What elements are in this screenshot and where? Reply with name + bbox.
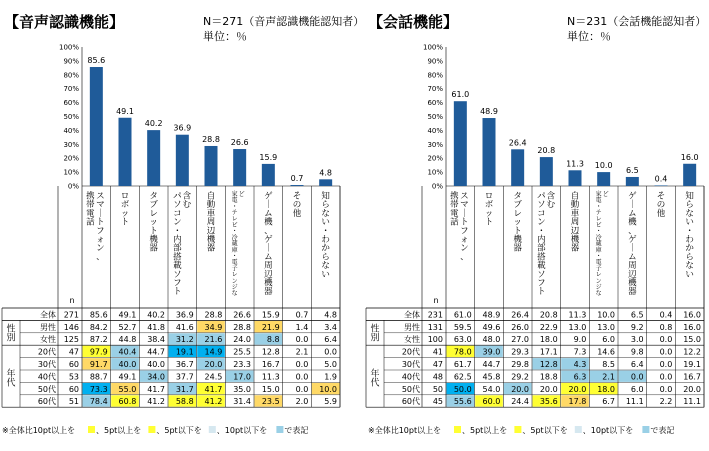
table-cell: 20.0 [539, 384, 558, 394]
chart-title: 【音声認識機能】 [4, 13, 125, 31]
row-label: 全体 [40, 310, 56, 320]
table-cell: 20.0 [683, 384, 701, 394]
n-cell: 53 [68, 372, 79, 382]
table-cell: 48.9 [482, 310, 501, 320]
table-cell: 61.7 [453, 360, 472, 369]
table-cell: 22.9 [539, 322, 558, 332]
n-cell: 60 [68, 360, 79, 369]
n-cell: 41 [432, 347, 443, 357]
table-cell: 3.4 [324, 322, 337, 332]
table-cell: 16.0 [683, 322, 701, 332]
n-cell: 125 [63, 335, 79, 345]
table-cell: 41.7 [204, 384, 223, 394]
category-label: 知らない・わからない [685, 191, 694, 280]
y-tick-label: 60% [427, 99, 443, 108]
table-cell: 36.7 [175, 360, 194, 369]
data-label: 28.8 [202, 134, 220, 144]
table-cell: 88.7 [89, 372, 108, 382]
table-cell: 36.9 [175, 310, 194, 320]
table-cell: 16.0 [683, 310, 701, 320]
table-cell: 11.1 [683, 397, 701, 407]
bar [205, 146, 218, 186]
table-cell: 15.0 [261, 384, 280, 394]
table-cell: 6.3 [573, 372, 587, 382]
table-cell: 19.1 [175, 347, 194, 357]
n-cell: 47 [68, 347, 79, 357]
table-cell: 15.9 [261, 310, 280, 320]
bar [233, 149, 246, 186]
row-label: 男性 [40, 322, 56, 332]
row-label: 全体 [404, 310, 420, 320]
table-cell: 61.0 [453, 310, 472, 320]
table-cell: 31.2 [175, 335, 194, 345]
data-label: 4.8 [319, 168, 333, 178]
panel-voice-recognition [2, 13, 364, 407]
table-cell: 16.7 [683, 372, 701, 382]
y-tick-label: 70% [427, 85, 443, 94]
row-label: 男性 [404, 322, 420, 332]
n-header: n [433, 296, 439, 305]
table-cell: 13.0 [568, 322, 587, 332]
table-cell: 6.4 [630, 360, 644, 369]
y-tick-label: 90% [427, 57, 443, 66]
data-label: 26.6 [230, 138, 249, 148]
table-cell: 11.1 [625, 397, 644, 407]
table-cell: 41.8 [147, 322, 165, 332]
table-cell: 0.0 [659, 372, 673, 382]
table-cell: 35.6 [539, 397, 558, 407]
row-label: 20代 [401, 347, 420, 357]
table-cell: 23.3 [233, 360, 251, 369]
panel-conversation [366, 13, 706, 407]
table-cell: 48.0 [482, 335, 501, 345]
table-cell: 31.4 [233, 397, 251, 407]
row-label: 40代 [37, 372, 56, 382]
row-label: 30代 [37, 360, 56, 369]
table-cell: 41.7 [147, 384, 165, 394]
table-cell: 49.1 [118, 372, 137, 382]
table-cell: 24.5 [204, 372, 223, 382]
category-label: 携帯電話 [450, 191, 459, 228]
table-cell: 16.7 [261, 360, 280, 369]
group-label-gender: 性別 [370, 324, 380, 344]
table-cell: 20.0 [568, 384, 587, 394]
data-label: 6.5 [625, 165, 639, 175]
table-cell: 0.0 [295, 335, 309, 345]
table-cell: 5.9 [324, 397, 337, 407]
table-cell: 6.5 [630, 310, 644, 320]
table-cell: 0.0 [324, 347, 337, 357]
y-tick-label: 40% [63, 126, 79, 135]
table-cell: 14.6 [597, 347, 615, 357]
data-label: 26.4 [508, 138, 527, 148]
category-label: スマ｜トフォン、 [460, 191, 469, 263]
y-tick-label: 40% [427, 126, 443, 135]
y-tick-label: 80% [427, 71, 443, 80]
bar [119, 118, 132, 186]
table-cell: 24.0 [233, 335, 251, 345]
row-label: 女性 [404, 335, 420, 345]
table-cell: 8.8 [266, 335, 280, 345]
row-label: 30代 [401, 360, 420, 369]
table-cell: 78.0 [453, 347, 472, 357]
n-cell: 271 [63, 310, 79, 320]
table-cell: 37.7 [175, 372, 194, 382]
legend-swatch [642, 426, 649, 433]
legend-text: 、10pt以下を [582, 426, 634, 435]
table-cell: 29.8 [511, 360, 529, 369]
category-label: パソコン・内部搭載ソフト含む [537, 191, 556, 298]
y-tick-label: 10% [427, 168, 443, 177]
table-cell: 0.0 [659, 384, 673, 394]
legend-text: 、5pt以上を [96, 426, 142, 435]
table-cell: 27.0 [511, 335, 529, 345]
table-cell: 2.0 [295, 397, 309, 407]
row-label: 20代 [37, 347, 56, 357]
table-cell: 14.9 [204, 347, 223, 357]
table-cell: 0.0 [630, 372, 644, 382]
data-label: 0.7 [290, 174, 304, 184]
y-tick-label: 80% [63, 71, 79, 80]
n-cell: 45 [432, 397, 443, 407]
table-cell: 84.2 [89, 322, 108, 332]
n-cell: 60 [68, 384, 79, 394]
data-label: 15.9 [259, 152, 278, 162]
table-cell: 0.4 [659, 310, 673, 320]
table-cell: 21.9 [261, 322, 280, 332]
table-cell: 28.8 [233, 322, 251, 332]
table-cell: 7.3 [573, 347, 587, 357]
bar [655, 185, 668, 186]
category-label: その他 [656, 191, 666, 219]
legend-swatch [514, 426, 521, 433]
category-label: 知らない・わからない [321, 191, 330, 280]
table-cell: 38.4 [147, 335, 165, 345]
table-cell: 19.1 [683, 360, 701, 369]
table-cell: 91.7 [89, 360, 108, 369]
bar [454, 101, 467, 186]
n-cell: 47 [432, 360, 443, 369]
row-label: 女性 [40, 335, 56, 345]
row-label: 40代 [401, 372, 420, 382]
n-cell: 100 [427, 335, 443, 345]
table-cell: 26.4 [511, 310, 529, 320]
table-cell: 87.2 [89, 335, 108, 345]
table-cell: 6.4 [324, 335, 337, 345]
table-cell: 41.6 [175, 322, 194, 332]
bar [626, 177, 639, 186]
row-label: 50代 [401, 384, 420, 394]
table-cell: 60.8 [118, 397, 137, 407]
table-cell: 52.7 [118, 322, 137, 332]
table-cell: 20.0 [511, 384, 529, 394]
legend-prefix: ※全体比10pt以上を [368, 426, 442, 435]
legend-text: 、5pt以下を [156, 426, 202, 435]
table-cell: 34.9 [204, 322, 223, 332]
table-cell: 6.0 [602, 335, 615, 345]
chart-subtitle: N＝231（会話機能認知者） [567, 15, 707, 28]
data-label: 48.9 [480, 107, 498, 117]
table-cell: 55.6 [453, 397, 472, 407]
table-cell: 45.8 [482, 372, 501, 382]
table-cell: 1.9 [324, 372, 337, 382]
group-label-age: 年代 [6, 369, 16, 389]
legend-note [2, 425, 674, 435]
n-cell: 131 [427, 322, 443, 332]
table-cell: 2.1 [602, 372, 615, 382]
group-label-age: 年代 [370, 369, 380, 389]
table-cell: 29.3 [511, 347, 529, 357]
chart-subtitle: N＝271（音声認識機能認知者） [203, 15, 365, 28]
table-cell: 44.7 [482, 360, 501, 369]
table-cell: 3.0 [630, 335, 644, 345]
n-cell: 231 [427, 310, 443, 320]
category-label: タブレット機器 [513, 191, 522, 254]
category-label: スマ｜トフォン、 [96, 191, 105, 263]
table-cell: 26.0 [511, 322, 529, 332]
table-cell: 10.0 [597, 310, 615, 320]
y-tick-label: 70% [63, 85, 79, 94]
table-cell: 24.4 [511, 397, 529, 407]
table-cell: 0.0 [295, 384, 309, 394]
table-cell: 26.6 [233, 310, 251, 320]
legend-prefix: ※全体比10pt以上を [2, 426, 76, 435]
y-tick-label: 100% [422, 43, 443, 52]
group-label-gender: 性別 [6, 324, 16, 344]
row-label: 60代 [401, 397, 420, 407]
bar [262, 164, 275, 186]
table-cell: 40.0 [147, 360, 165, 369]
table-cell: 50.0 [453, 384, 472, 394]
category-label: ロボット [484, 191, 494, 228]
data-label: 61.0 [451, 90, 470, 100]
y-tick-label: 50% [427, 113, 443, 121]
bar [483, 118, 496, 186]
bar [511, 149, 524, 186]
table-cell: 0.0 [659, 335, 673, 345]
table-cell: 18.0 [539, 335, 558, 345]
table-cell: 17.0 [233, 372, 251, 382]
table-cell: 35.0 [233, 384, 251, 394]
table-cell: 40.0 [118, 360, 137, 369]
table-cell: 13.0 [597, 322, 615, 332]
table-cell: 4.8 [324, 310, 337, 320]
legend-swatch [454, 426, 461, 433]
chart-title: 【会話機能】 [368, 13, 459, 31]
table-cell: 28.8 [204, 310, 223, 320]
category-label: 自動車周辺機器 [206, 191, 216, 254]
table-cell: 9.8 [630, 347, 644, 357]
bar [597, 172, 610, 186]
table-cell: 41.2 [204, 397, 223, 407]
table-cell: 10.0 [319, 384, 337, 394]
table-cell: 0.0 [295, 372, 309, 382]
table-cell: 55.0 [118, 384, 137, 394]
table-cell: 2.1 [295, 347, 309, 357]
row-label: 50代 [37, 384, 56, 394]
category-label: ゲ｜ム機、ゲ｜ム周辺機器 [628, 191, 637, 298]
table-cell: 1.4 [295, 322, 309, 332]
table-cell: 12.8 [539, 360, 558, 369]
table-cell: 17.1 [539, 347, 558, 357]
y-tick-label: 90% [63, 57, 79, 66]
y-tick-label: 30% [427, 140, 443, 149]
category-label: パソコン・内部搭載ソフト含む [173, 191, 192, 298]
table-cell: 44.8 [118, 335, 137, 345]
table-cell: 20.0 [204, 360, 223, 369]
table-cell: 73.3 [89, 384, 108, 394]
table-cell: 31.7 [175, 384, 194, 394]
n-cell: 146 [63, 322, 79, 332]
category-label: ゲ｜ム機、ゲ｜ム周辺機器 [264, 191, 273, 298]
data-label: 36.9 [173, 123, 192, 133]
table-cell: 21.6 [204, 335, 223, 345]
bar [90, 67, 103, 186]
table-cell: 40.4 [118, 347, 137, 357]
table-cell: 63.0 [453, 335, 472, 345]
table-cell: 0.0 [659, 360, 673, 369]
n-cell: 48 [432, 372, 443, 382]
n-cell: 51 [68, 397, 79, 407]
y-tick-label: 0% [431, 182, 443, 191]
table-cell: 60.0 [482, 397, 501, 407]
bar [569, 170, 582, 186]
table-cell: 20.8 [539, 310, 558, 320]
data-label: 11.3 [566, 159, 584, 169]
table-cell: 85.6 [89, 310, 108, 320]
legend-text: で表記 [650, 426, 675, 435]
unit-label: 単位：％ [567, 30, 611, 43]
n-cell: 50 [432, 384, 443, 394]
table-cell: 12.8 [261, 347, 280, 357]
y-tick-label: 60% [63, 99, 79, 108]
table-cell: 29.2 [511, 372, 529, 382]
y-tick-label: 50% [63, 113, 79, 121]
row-label: 60代 [37, 397, 56, 407]
data-label: 49.1 [116, 106, 134, 116]
table-cell: 17.8 [568, 397, 587, 407]
table-cell: 0.0 [659, 347, 673, 357]
table-cell: 18.0 [597, 384, 615, 394]
table-cell: 59.5 [453, 322, 472, 332]
category-label: ロボット [120, 191, 130, 228]
table-cell: 97.9 [89, 347, 108, 357]
legend-text: 、5pt以下を [522, 426, 568, 435]
y-tick-label: 20% [63, 154, 79, 163]
y-tick-label: 10% [63, 168, 79, 177]
legend-text: 、5pt以上を [462, 426, 508, 435]
table-cell: 15.0 [683, 335, 701, 345]
data-label: 0.4 [654, 174, 668, 184]
table-cell: 0.0 [295, 360, 309, 369]
table-cell: 44.7 [147, 347, 165, 357]
data-label: 16.0 [680, 152, 699, 162]
table-cell: 12.2 [683, 347, 701, 357]
table-cell: 0.7 [295, 310, 309, 320]
data-label: 40.2 [144, 119, 163, 129]
legend-swatch [575, 426, 582, 433]
bar [147, 130, 160, 186]
bar [291, 185, 304, 186]
legend-swatch [276, 426, 283, 433]
table-cell: 9.2 [630, 322, 644, 332]
y-tick-label: 0% [67, 182, 79, 191]
category-label: その他 [292, 191, 302, 219]
legend-text: 、10pt以下を [216, 426, 268, 435]
unit-label: 単位：％ [203, 30, 247, 43]
table-cell: 6.0 [630, 384, 644, 394]
category-label: 家電・テレビ・冷蔵庫・電子レンジなど [595, 191, 609, 298]
y-tick-label: 100% [58, 43, 79, 52]
table-cell: 40.2 [147, 310, 165, 320]
category-label: 自動車周辺機器 [570, 191, 580, 254]
table-cell: 23.5 [261, 397, 280, 407]
data-label: 20.8 [537, 146, 556, 156]
table-cell: 39.0 [482, 347, 501, 357]
bar [540, 157, 553, 186]
legend-text: で表記 [284, 426, 309, 435]
table-cell: 34.0 [147, 372, 165, 382]
table-cell: 11.3 [568, 310, 587, 320]
table-cell: 5.0 [324, 360, 337, 369]
table-cell: 49.1 [118, 310, 137, 320]
category-label: タブレット機器 [149, 191, 158, 254]
bar [683, 164, 696, 186]
bar [176, 135, 189, 186]
y-tick-label: 20% [427, 154, 443, 163]
table-cell: 6.7 [602, 397, 615, 407]
table-cell: 2.2 [659, 397, 673, 407]
legend-swatch [88, 426, 95, 433]
table-cell: 62.5 [453, 372, 472, 382]
data-label: 10.0 [594, 161, 613, 171]
data-label: 85.6 [87, 56, 106, 66]
table-cell: 41.2 [147, 397, 165, 407]
bar [319, 179, 332, 186]
n-header: n [69, 296, 75, 305]
table-cell: 58.8 [175, 397, 194, 407]
category-label: 携帯電話 [86, 191, 95, 228]
table-cell: 11.3 [261, 372, 280, 382]
table-cell: 49.6 [482, 322, 501, 332]
table-cell: 0.8 [659, 322, 673, 332]
table-cell: 78.4 [89, 397, 108, 407]
legend-swatch [209, 426, 216, 433]
table-cell: 18.8 [539, 372, 558, 382]
table-cell: 54.0 [482, 384, 501, 394]
table-cell: 4.3 [573, 360, 587, 369]
category-label: 家電・テレビ・冷蔵庫・電子レンジなど [231, 191, 245, 298]
table-cell: 8.5 [602, 360, 615, 369]
y-tick-label: 30% [63, 140, 79, 149]
table-cell: 9.0 [573, 335, 587, 345]
table-cell: 25.5 [233, 347, 251, 357]
legend-swatch [148, 426, 155, 433]
